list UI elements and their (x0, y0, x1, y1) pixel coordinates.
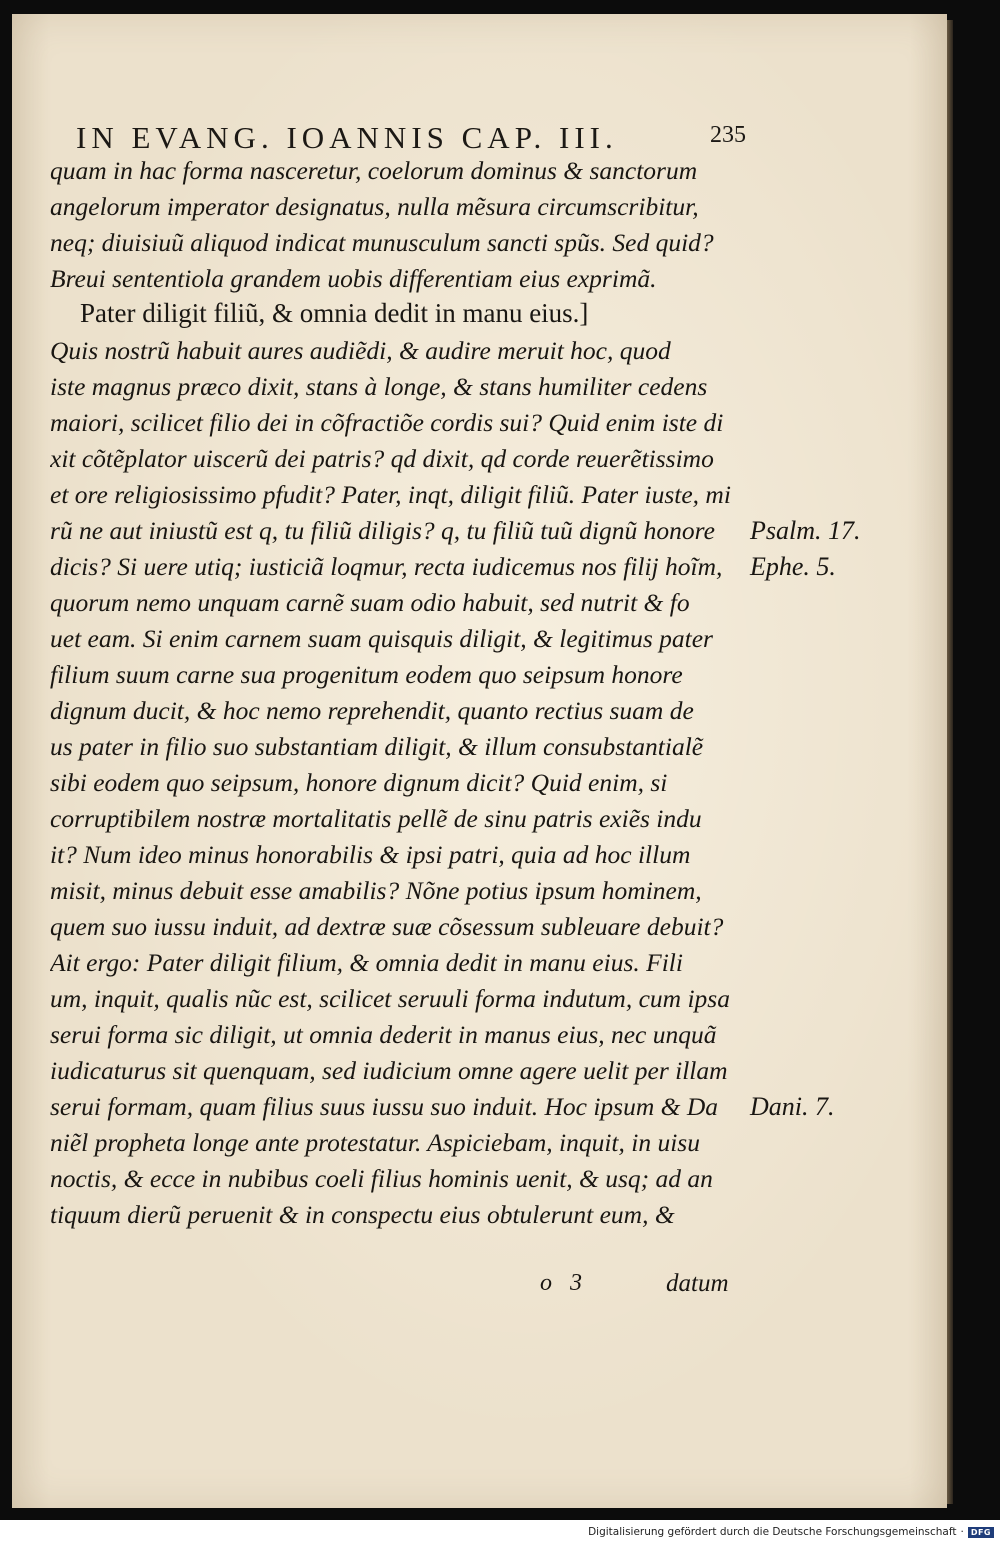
running-head: IN EVANG. IOANNIS CAP. III. (76, 120, 618, 155)
text-line: iudicaturus sit quenquam, sed iudicium omne agere uelit per illam (50, 1056, 728, 1085)
text-line: corruptibilem nostræ mortalitatis pellẽ de sinu patris exiẽs indu (50, 804, 702, 833)
footer-separator: · (960, 1526, 964, 1538)
dfg-logo: DFG (968, 1527, 994, 1538)
book-page (12, 14, 947, 1508)
signature-mark: o 3 (540, 1270, 588, 1296)
text-line: sibi eodem quo seipsum, honore dignum dicit? Quid enim, si (50, 768, 668, 797)
page-edge (947, 20, 953, 1504)
text-line: maiori, scilicet filio dei in cõfractiõe cordis sui? Quid enim iste di (50, 408, 724, 437)
text-line: it? Num ideo minus honorabilis & ipsi patri, quia ad hoc illum (50, 840, 691, 869)
folio-number: 235 (710, 122, 746, 148)
text-line: dignum ducit, & hoc nemo reprehendit, quanto rectius suam de (50, 696, 694, 725)
text-line: iste magnus præco dixit, stans à longe, & stans humiliter cedens (50, 372, 708, 401)
text-line: uet eam. Si enim carnem suam quisquis diligit, & legitimus pater (50, 624, 713, 653)
text-line: xit cõtẽplator uiscerũ dei patris? qd dixit, qd corde reuerẽtissimo (50, 444, 714, 473)
margin-note: Ephe. 5. (750, 552, 836, 581)
margin-note: Dani. 7. (750, 1092, 835, 1121)
text-line: angelorum imperator designatus, nulla mẽsura circumscribitur, (50, 192, 699, 221)
text-line: noctis, & ecce in nubibus coeli filius hominis uenit, & usq; ad an (50, 1164, 713, 1193)
text-line: Ait ergo: Pater diligit filium, & omnia dedit in manu eius. Fili (50, 948, 683, 977)
text-line: quam in hac forma nasceretur, coelorum dominus & sanctorum (50, 156, 698, 185)
text-line: rũ ne aut iniustũ est q, tu filiũ diligis? q, tu filiũ tuũ dignũ honore (50, 516, 715, 545)
text-line: misit, minus debuit esse amabilis? Nõne potius ipsum hominem, (50, 876, 702, 905)
text-line: us pater in filio suo substantiam diligit, & illum consubstantialẽ (50, 732, 704, 761)
text-line: dicis? Si uere utiq; iusticiã loqmur, recta iudicemus nos filij hoĩm, (50, 552, 723, 581)
text-line: neq; diuisiuũ aliquod indicat munusculum sancti spũs. Sed quid? (50, 228, 714, 257)
text-line: et ore religiosissimo pfudit? Pater, inqt, diligit filiũ. Pater iuste, mi (50, 480, 731, 509)
footer-text: Digitalisierung gefördert durch die Deutsche Forschungsgemeinschaft (588, 1526, 957, 1538)
text-line: serui formam, quam filius suus iussu suo induit. Hoc ipsum & Da (50, 1092, 719, 1121)
lemma-line: Pater diligit filiũ, & omnia dedit in manu eius.] (80, 298, 589, 328)
text-line: filium suum carne sua progenitum eodem quo seipsum honore (50, 660, 683, 689)
funding-footer (588, 1526, 994, 1538)
text-line: Breui sententiola grandem uobis differentiam eius exprimã. (50, 264, 657, 293)
text-line: serui forma sic diligit, ut omnia dederit in manus eius, nec unquã (50, 1020, 717, 1049)
text-line: Quis nostrũ habuit aures audiẽdi, & audire meruit hoc, quod (50, 336, 671, 365)
text-line: quorum nemo unquam carnẽ suam odio habuit, sed nutrit & fo (50, 588, 690, 617)
text-line: um, inquit, qualis nũc est, scilicet seruuli forma indutum, cum ipsa (50, 984, 730, 1013)
text-line: tiquum dierũ peruenit & in conspectu eius obtulerunt eum, & (50, 1200, 675, 1229)
catchword: datum (666, 1270, 729, 1297)
margin-note: Psalm. 17. (750, 516, 861, 545)
text-line: niẽl propheta longe ante protestatur. Aspiciebam, inquit, in uisu (50, 1128, 700, 1157)
text-line: quem suo iussu induit, ad dextræ suæ cõsessum subleuare debuit? (50, 912, 724, 941)
